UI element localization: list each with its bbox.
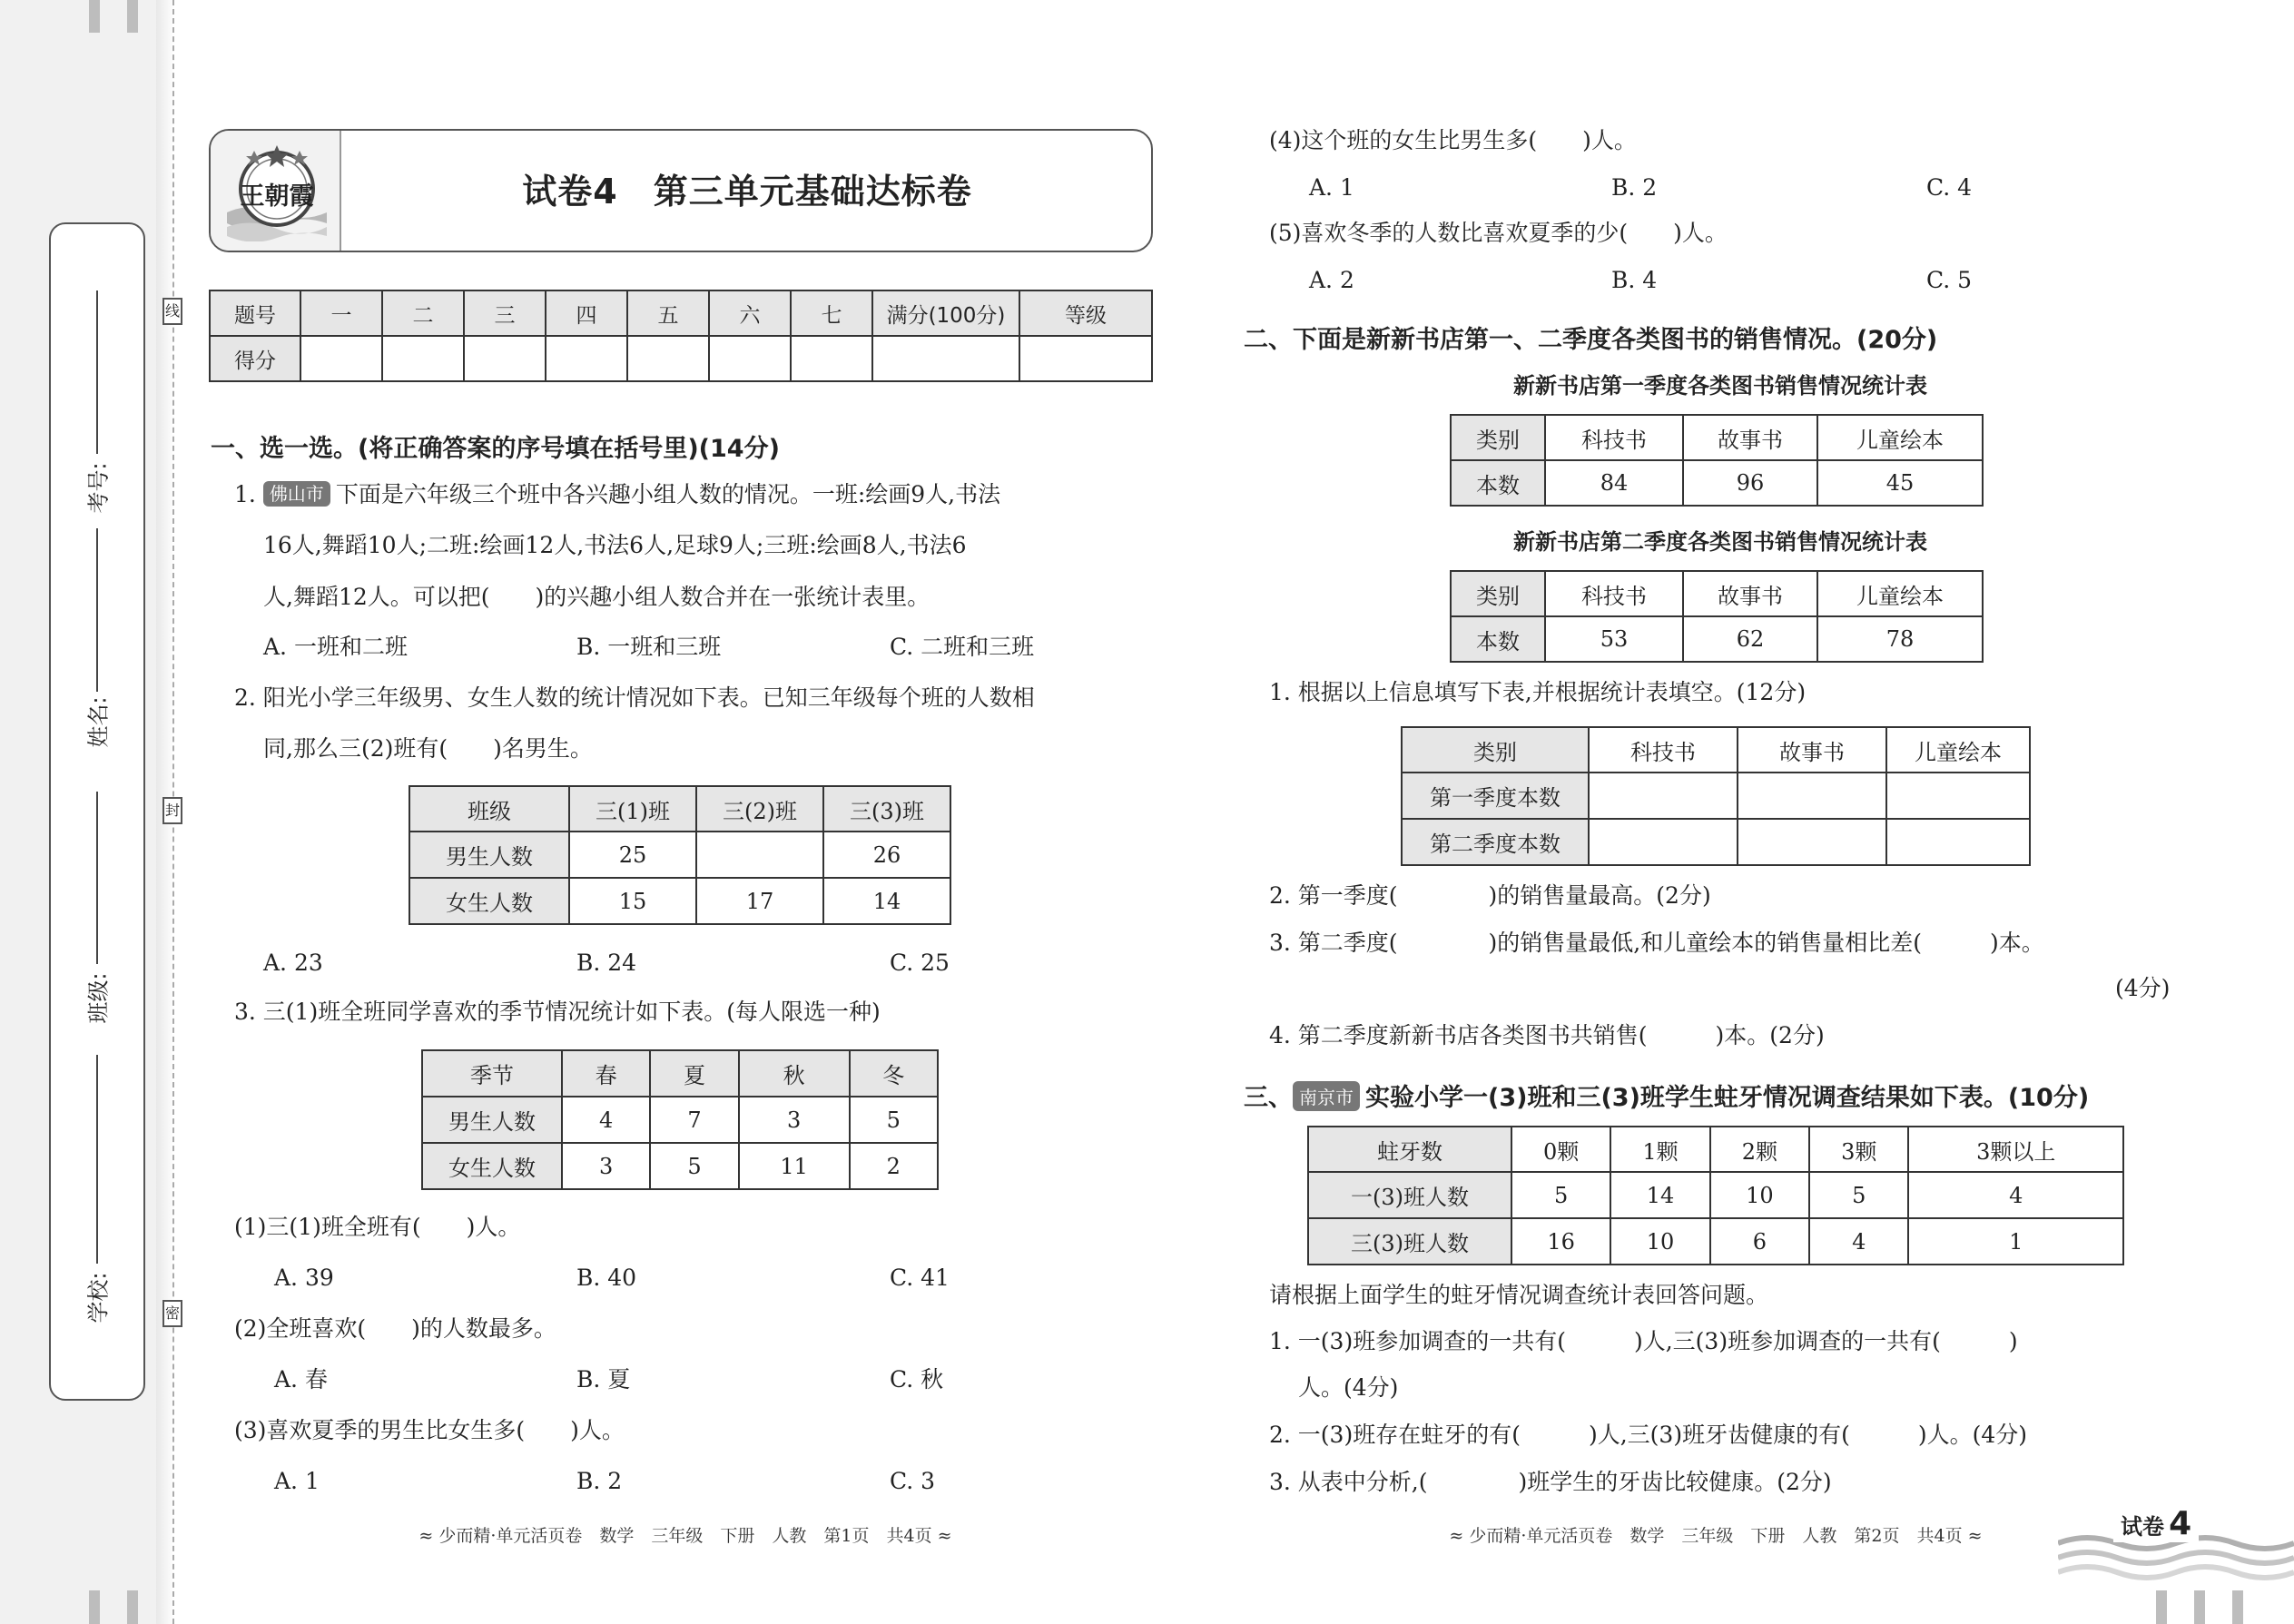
score-cell[interactable]: [872, 336, 1019, 381]
sales-q2-cell: 53: [1545, 616, 1683, 662]
q3-table-cell: 男生人数: [422, 1097, 562, 1143]
q3-sub3: (3)喜欢夏季的男生比女生多( )人。: [234, 1417, 625, 1443]
section3-prefix: 三、: [1244, 1084, 1293, 1112]
cavity-header: 蛀牙数: [1308, 1127, 1511, 1172]
fill-table-blank[interactable]: [1886, 773, 2030, 819]
sales-q1-header: 类别: [1451, 415, 1545, 460]
tab-mark-right-3: [2232, 1590, 2243, 1624]
sales-q1-cell: 45: [1817, 460, 1983, 506]
score-cell[interactable]: [300, 336, 382, 381]
q2-table-header: 三(3)班: [823, 786, 950, 832]
cavity-cell: 14: [1610, 1172, 1709, 1218]
q3-table-cell: 5: [650, 1143, 738, 1189]
cavity-header: 0颗: [1511, 1127, 1610, 1172]
score-header-cell: 题号: [210, 290, 300, 336]
score-header-cell: 六: [709, 290, 791, 336]
q3-table-header: 季节: [422, 1050, 562, 1097]
q2-option-b[interactable]: B. 24: [576, 950, 637, 976]
q3-sub1-option-a[interactable]: A. 39: [274, 1265, 334, 1291]
fill-table-blank[interactable]: [1738, 773, 1886, 819]
q3-sub1-option-c[interactable]: C. 41: [890, 1265, 950, 1291]
q2-table-cell[interactable]: [696, 832, 823, 878]
region-badge-foshan: 佛山市: [263, 481, 330, 507]
q3-table-cell: 3: [562, 1143, 650, 1189]
q2-option-a[interactable]: A. 23: [263, 950, 323, 976]
s2-q3-points: (4分): [2115, 975, 2171, 1001]
section2-heading: 二、下面是新新书店第一、二季度各类图书的销售情况。(20分): [1244, 326, 1938, 354]
logo-text: 王朝霞: [240, 182, 314, 211]
class-line[interactable]: [96, 792, 98, 964]
q3-sub5-option-c[interactable]: C. 5: [1926, 267, 1973, 293]
cavity-cell: 4: [1908, 1172, 2123, 1218]
q3-sub5-option-b[interactable]: B. 4: [1611, 267, 1658, 293]
seal-char-line: 线: [162, 298, 182, 325]
score-header-cell: 二: [382, 290, 464, 336]
q3-sub4: (4)这个班的女生比男生多( )人。: [1269, 127, 1637, 153]
sales-q1-header: 科技书: [1545, 415, 1683, 460]
tab-mark-bottom-2: [127, 1590, 138, 1624]
q2-line2: 同,那么三(2)班有( )名男生。: [263, 735, 593, 762]
q2-table-cell: 17: [696, 878, 823, 924]
score-table: [209, 290, 1153, 382]
q3-line1: 3. 三(1)班全班同学喜欢的季节情况统计如下表。(每人限选一种): [234, 999, 881, 1025]
q3-table-cell: 7: [650, 1097, 738, 1143]
fill-table-row-label: 第一季度本数: [1402, 773, 1589, 819]
name-line[interactable]: [96, 528, 98, 692]
score-cell[interactable]: [1019, 336, 1152, 381]
q3-table-cell: 3: [739, 1097, 850, 1143]
q3-table-cell: 4: [562, 1097, 650, 1143]
q2-table: [409, 785, 951, 925]
sales-table-q2: [1450, 570, 1984, 663]
q2-table-cell: 25: [569, 832, 696, 878]
s2-q2: 2. 第一季度( )的销售量最高。(2分): [1269, 882, 1711, 909]
sales-q2-header: 儿童绘本: [1817, 571, 1983, 616]
sales-q2-header: 类别: [1451, 571, 1545, 616]
tab-mark-bottom-1: [89, 1590, 100, 1624]
footer-left: ≈ 少而精·单元活页卷 数学 三年级 下册 人教 第1页 共4页 ≈: [418, 1526, 952, 1546]
q2-table-cell: 26: [823, 832, 950, 878]
q3-table-cell: 5: [850, 1097, 938, 1143]
q3-sub1: (1)三(1)班全班有( )人。: [234, 1214, 521, 1240]
score-header-cell: 等级: [1019, 290, 1152, 336]
q3-sub3-option-c[interactable]: C. 3: [890, 1468, 936, 1494]
s2-q4: 4. 第二季度新新书店各类图书共销售( )本。(2分): [1269, 1022, 1825, 1048]
q3-sub2-option-c[interactable]: C. 秋: [890, 1366, 944, 1393]
sales-q1-header: 儿童绘本: [1817, 415, 1983, 460]
cavity-header: 1颗: [1610, 1127, 1709, 1172]
q1-line2: 16人,舞蹈10人;二班:绘画12人,书法6人,足球9人;三班:绘画8人,书法6: [263, 532, 967, 558]
fill-in-table: [1401, 726, 2031, 866]
table2-title: 新新书店第二季度各类图书销售情况统计表: [1513, 529, 1927, 555]
fill-table-header: 儿童绘本: [1886, 727, 2030, 773]
exam-number-line[interactable]: [96, 290, 98, 454]
table1-title: 新新书店第一季度各类图书销售情况统计表: [1513, 373, 1927, 399]
paper-badge: [2113, 1505, 2199, 1542]
sales-q2-cell: 本数: [1451, 616, 1545, 662]
score-header-cell: 满分(100分): [872, 290, 1019, 336]
s3-intro: 请根据上面学生的蛀牙情况调查统计表回答问题。: [1269, 1282, 1769, 1308]
score-cell[interactable]: [709, 336, 791, 381]
q1-line1: [234, 481, 1000, 508]
score-cell[interactable]: [382, 336, 464, 381]
q3-table-cell: 女生人数: [422, 1143, 562, 1189]
fill-table-header: 类别: [1402, 727, 1589, 773]
score-cell[interactable]: [464, 336, 546, 381]
sales-q2-header: 故事书: [1683, 571, 1817, 616]
section1-heading: 一、选一选。(将正确答案的序号填在括号里)(14分): [211, 435, 780, 463]
logo-seal: [227, 142, 327, 241]
section3-title: 实验小学一(3)班和三(3)班学生蛀牙情况调查结果如下表。(10分): [1365, 1084, 2090, 1112]
cavity-header: 3颗: [1809, 1127, 1908, 1172]
cavity-cell: 10: [1710, 1172, 1809, 1218]
q2-line1: 2. 阳光小学三年级男、女生人数的统计情况如下表。已知三年级每个班的人数相: [234, 684, 1035, 711]
sales-q1-cell: 96: [1683, 460, 1817, 506]
s3-q1-line1: 1. 一(3)班参加调查的一共有( )人,三(3)班参加调查的一共有( ): [1269, 1328, 2018, 1354]
q2-table-cell: 女生人数: [409, 878, 569, 924]
q3-sub5-option-a[interactable]: A. 2: [1309, 267, 1354, 293]
section3-heading: [1244, 1078, 2089, 1113]
fill-table-blank[interactable]: [1886, 819, 2030, 865]
q3-sub5: (5)喜欢冬季的人数比喜欢夏季的少( )人。: [1269, 220, 1728, 246]
fill-table-blank[interactable]: [1738, 819, 1886, 865]
tab-mark-top-1: [89, 0, 100, 33]
q3-table-header: 夏: [650, 1050, 738, 1097]
q3-sub4-option-b[interactable]: B. 2: [1611, 174, 1658, 201]
sales-q1-cell: 84: [1545, 460, 1683, 506]
q1-option-a[interactable]: A. 一班和二班: [263, 634, 408, 660]
sales-q1-header: 故事书: [1683, 415, 1817, 460]
q2-option-c[interactable]: C. 25: [890, 950, 950, 976]
region-badge-nanjing: 南京市: [1293, 1081, 1360, 1111]
q2-table-cell: 男生人数: [409, 832, 569, 878]
q3-sub3-option-a[interactable]: A. 1: [274, 1468, 320, 1494]
q3-table-cell: 2: [850, 1143, 938, 1189]
s3-q3: 3. 从表中分析,( )班学生的牙齿比较健康。(2分): [1269, 1469, 1832, 1495]
tab-mark-right-1: [2156, 1590, 2167, 1624]
score-header-cell: 三: [464, 290, 546, 336]
q3-sub3-option-b[interactable]: B. 2: [576, 1468, 623, 1494]
sales-q2-cell: 62: [1683, 616, 1817, 662]
q3-sub4-option-a[interactable]: A. 1: [1309, 174, 1354, 201]
q1-line3: 人,舞蹈12人。可以把( )的兴趣小组人数合并在一张统计表里。: [263, 584, 930, 610]
fill-table-blank[interactable]: [1589, 819, 1738, 865]
score-cell[interactable]: [546, 336, 627, 381]
fill-table-header: 科技书: [1589, 727, 1738, 773]
q3-table-header: 春: [562, 1050, 650, 1097]
q3-sub2-option-a[interactable]: A. 春: [274, 1366, 328, 1393]
s2-q1: 1. 根据以上信息填写下表,并根据统计表填空。(12分): [1269, 679, 1807, 705]
sales-q2-header: 科技书: [1545, 571, 1683, 616]
q1-number: 1.: [234, 481, 256, 507]
sales-q2-cell: 78: [1817, 616, 1983, 662]
cavity-cell: 10: [1610, 1218, 1709, 1265]
cavity-header: 3颗以上: [1908, 1127, 2123, 1172]
score-cell[interactable]: [627, 336, 709, 381]
s3-q2: 2. 一(3)班存在蛀牙的有( )人,三(3)班牙齿健康的有( )人。(4分): [1269, 1422, 2027, 1448]
q3-sub2-option-b[interactable]: B. 夏: [576, 1366, 631, 1393]
cavity-header: 2颗: [1710, 1127, 1809, 1172]
q2-table-header: 三(2)班: [696, 786, 823, 832]
page-title: 试卷4 第三单元基础达标卷: [522, 172, 972, 212]
cavity-cell: 一(3)班人数: [1308, 1172, 1511, 1218]
q3-sub1-option-b[interactable]: B. 40: [576, 1265, 637, 1291]
school-line[interactable]: [96, 1055, 98, 1264]
cavity-cell: 三(3)班人数: [1308, 1218, 1511, 1265]
score-header-cell: 五: [627, 290, 709, 336]
paper-badge-number: 4: [2169, 1505, 2192, 1542]
q3-sub4-option-c[interactable]: C. 4: [1926, 174, 1973, 201]
paper-badge-label: 试卷: [2121, 1514, 2164, 1540]
score-header-cell: 一: [300, 290, 382, 336]
fill-table-row-label: 第二季度本数: [1402, 819, 1589, 865]
q1-text: 下面是六年级三个班中各兴趣小组人数的情况。一班:绘画9人,书法: [335, 481, 1001, 507]
cavity-cell: 5: [1511, 1172, 1610, 1218]
cavity-cell: 4: [1809, 1218, 1908, 1265]
q1-option-b[interactable]: B. 一班和三班: [576, 634, 722, 660]
s3-q1-line2: 人。(4分): [1298, 1374, 1399, 1401]
school-label: 学校:: [85, 1272, 112, 1324]
cavity-cell: 1: [1908, 1218, 2123, 1265]
score-header-cell: 七: [791, 290, 872, 336]
cavity-cell: 6: [1710, 1218, 1809, 1265]
score-cell[interactable]: [791, 336, 872, 381]
sales-q1-cell: 本数: [1451, 460, 1545, 506]
tab-mark-top-2: [127, 0, 138, 33]
q3-table-header: 冬: [850, 1050, 938, 1097]
cavity-cell: 16: [1511, 1218, 1610, 1265]
q2-table-cell: 15: [569, 878, 696, 924]
cavity-table: [1307, 1126, 2124, 1265]
class-label: 班级:: [85, 972, 112, 1024]
cavity-cell: 5: [1809, 1172, 1908, 1218]
q2-table-header: 三(1)班: [569, 786, 696, 832]
exam-number-label: 考号:: [85, 462, 112, 514]
seal-char-secret: 密: [162, 1300, 182, 1327]
q3-table-cell: 11: [739, 1143, 850, 1189]
score-header-cell: 四: [546, 290, 627, 336]
q2-table-header: 班级: [409, 786, 569, 832]
footer-right: ≈ 少而精·单元活页卷 数学 三年级 下册 人教 第2页 共4页 ≈: [1449, 1526, 1983, 1546]
q1-option-c[interactable]: C. 二班和三班: [890, 634, 1035, 660]
fill-table-blank[interactable]: [1589, 773, 1738, 819]
score-row-label: 得分: [210, 336, 300, 381]
q3-sub2: (2)全班喜欢( )的人数最多。: [234, 1315, 556, 1342]
tab-mark-right-2: [2194, 1590, 2205, 1624]
sales-table-q1: [1450, 414, 1984, 507]
s2-q3: 3. 第二季度( )的销售量最低,和儿童绘本的销售量相比差( )本。: [1269, 930, 2044, 956]
fill-table-header: 故事书: [1738, 727, 1886, 773]
q2-table-cell: 14: [823, 878, 950, 924]
q3-table-header: 秋: [739, 1050, 850, 1097]
name-label: 姓名:: [85, 696, 112, 748]
seal-char-seal: 封: [162, 797, 182, 824]
q3-table: [421, 1049, 939, 1190]
